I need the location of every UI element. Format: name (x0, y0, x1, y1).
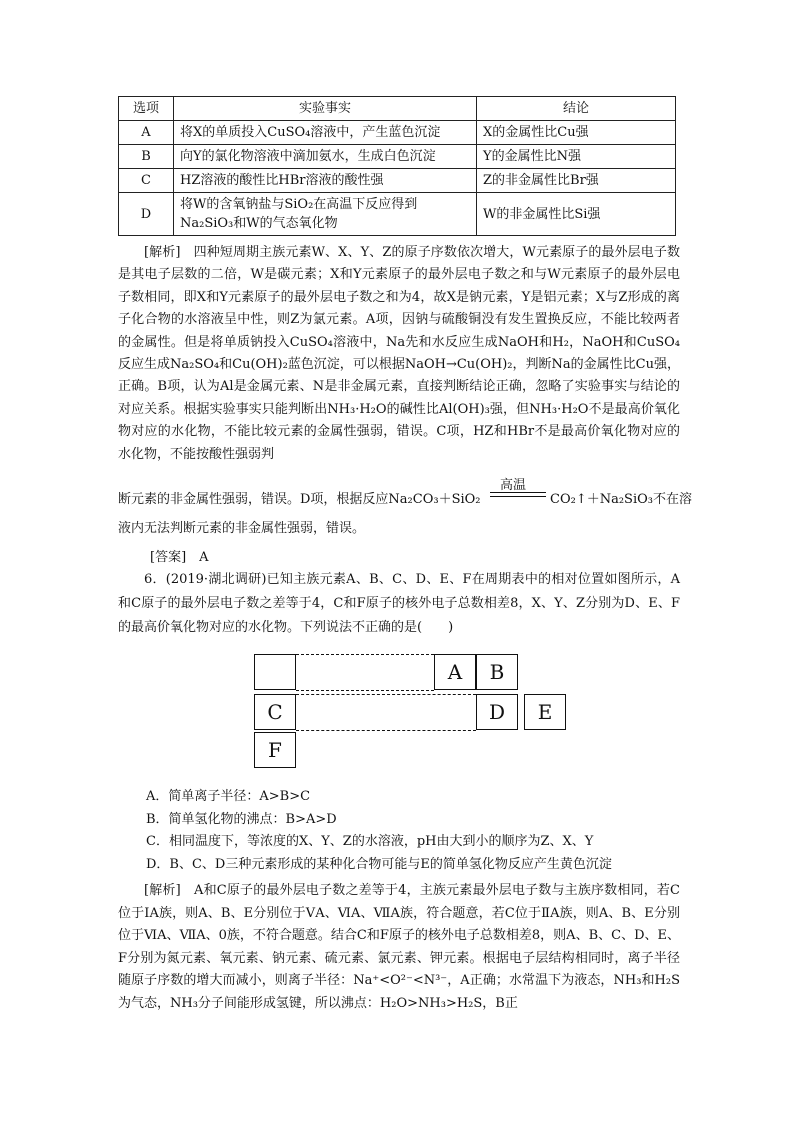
row-option: B (119, 145, 174, 169)
analysis-paragraph-2 (118, 880, 680, 1015)
row-conclusion: X的金属性比Cu强 (477, 121, 676, 145)
figure-cell-empty (254, 654, 296, 690)
figure-cell-e: E (524, 694, 566, 730)
figure-cell-d: D (476, 694, 518, 730)
figure-dash-line (296, 694, 476, 695)
row-fact: 将W的含氧钠盐与SiO₂在高温下反应得到Na₂SiO₃和W的气态氧化物 (174, 193, 477, 236)
analysis-paragraph-1 (118, 242, 680, 466)
answer-label: [答案] (150, 550, 187, 565)
analysis-text: 四种短周期主族元素W、X、Y、Z的原子序数依次增大，W元素原子的最外层电子数是其电子层数的二倍，W是碳元素；X和Y元素原子的最外层电子数之和与W元素原子的最外层电子数相同，即X和Y元素原子的最外层电子数之和为4，故X是钠元素，Y是铝元素；X与Z形成的离子化合物的水溶液呈中性，则Z为氯元素。A项，因钠与硫酸铜没有发生置换反应，不能比较两者的金属性。但是将单质钠投入CuSO₄溶液中，Na先和水反应生成NaOH和H₂，NaOH和CuSO₄反应生成Na₂SO₄和Cu(OH)₂蓝色沉淀，可以根据NaOH→Cu(OH)₂，判断Na的金属性比Cu强，正确。B项，认为Al是金属元素、N是非金属元素，直接判断结论正确，忽略了实验事实与结论的对应关系。根据实验事实只能判断出NH₃·H₂O的碱性比Al(OH)₃强，但NH₃·H₂O不是最高价氧化物对应的水化物，不能比较元素的金属性强弱，错误。C项，HZ和HBr不是最高价氧化物对应的水化物，不能按酸性强弱判 (118, 245, 680, 462)
table-row (119, 145, 676, 169)
row-fact: 向Y的氯化物溶液中滴加氨水，生成白色沉淀 (174, 145, 477, 169)
answer-line (150, 546, 209, 565)
row-option: A (119, 121, 174, 145)
header-option: 选项 (119, 97, 174, 121)
analysis-text: A和C原子的最外层电子数之差等于4，主族元素最外层电子数与主族序数相同，若C位于ⅠA族，则A、B、E分别位于ⅤA、ⅥA、ⅦA族，符合题意，若C位于ⅡA族，则A、B、E分别位于ⅥA、ⅦA、0族，不符合题意。结合C和F原子的核外电子总数相差8，则A、B、C、D、E、F分别为氮元素、氧元素、钠元素、硫元素、氯元素、钾元素。根据电子层结构相同时，离子半径随原子序数的增大而减小，则离子半径：Na⁺<O²⁻<N³⁻，A正确；水常温下为液态，NH₃和H₂S为气态，NH₃分子间能形成氢键，所以沸点：H₂O>NH₃>H₂S，B正 (118, 883, 680, 1011)
figure-cell-c: C (254, 694, 296, 730)
table-header-row (119, 97, 676, 121)
figure-cell-a: A (434, 654, 476, 690)
row-option: D (119, 193, 174, 236)
option-d: D．B、C、D三种元素形成的某种化合物可能与E的简单氢化物反应产生黄色沉淀 (146, 856, 612, 872)
equation-prefix: 断元素的非金属性强弱，错误。D项，根据反应Na₂CO₃＋SiO₂ (118, 492, 481, 507)
option-b: B．简单氢化物的沸点：B>A>D (146, 811, 337, 827)
row-conclusion: Z的非金属性比Br强 (477, 169, 676, 193)
answer-options (146, 786, 612, 876)
table-row (119, 121, 676, 145)
option-c: C．相同温度下，等浓度的X、Y、Z的水溶液，pH由大到小的顺序为Z、X、Y (146, 834, 594, 849)
equation-bar (490, 496, 546, 497)
row-fact: HZ溶液的酸性比HBr溶液的酸性强 (174, 169, 477, 193)
question-6: 6．(2019·湖北调研)已知主族元素A、B、C、D、E、F在周期表中的相对位置如图所示，A和C原子的最外层电子数之差等于4，C和F原子的核外电子总数相差8，X、Y、Z分别为D、E、F的最高价氧化物对应的水化物。下列说法不正确的是( ) (118, 572, 680, 635)
header-fact: 实验事实 (174, 97, 477, 121)
option-a: A．简单离子半径：A>B>C (146, 789, 311, 804)
equation-condition: 高温 (500, 478, 527, 493)
table-row (119, 193, 676, 236)
analysis-label: [解析] (144, 883, 181, 898)
equation-bar (490, 492, 546, 493)
figure-dash-line (296, 654, 434, 655)
answer-value: A (199, 550, 209, 565)
equation-suffix: CO₂↑＋Na₂SiO₃不在溶 (550, 492, 692, 507)
periodic-table-figure (254, 654, 570, 768)
figure-dash-line (296, 690, 434, 691)
table-row (119, 169, 676, 193)
row-fact: 将X的单质投入CuSO₄溶液中，产生蓝色沉淀 (174, 121, 477, 145)
row-conclusion: Y的金属性比N强 (477, 145, 676, 169)
figure-cell-f: F (254, 732, 296, 768)
analysis-label: [解析] (144, 245, 181, 260)
analysis-last-line: 液内无法判断元素的非金属性强弱，错误。 (118, 521, 366, 536)
reaction-equation-line (118, 472, 692, 512)
row-option: C (119, 169, 174, 193)
row-conclusion: W的非金属性比Si强 (477, 193, 676, 236)
header-conclusion: 结论 (477, 97, 676, 121)
figure-cell-b: B (476, 654, 518, 690)
experiment-table (118, 96, 676, 236)
figure-dash-line (296, 730, 476, 731)
